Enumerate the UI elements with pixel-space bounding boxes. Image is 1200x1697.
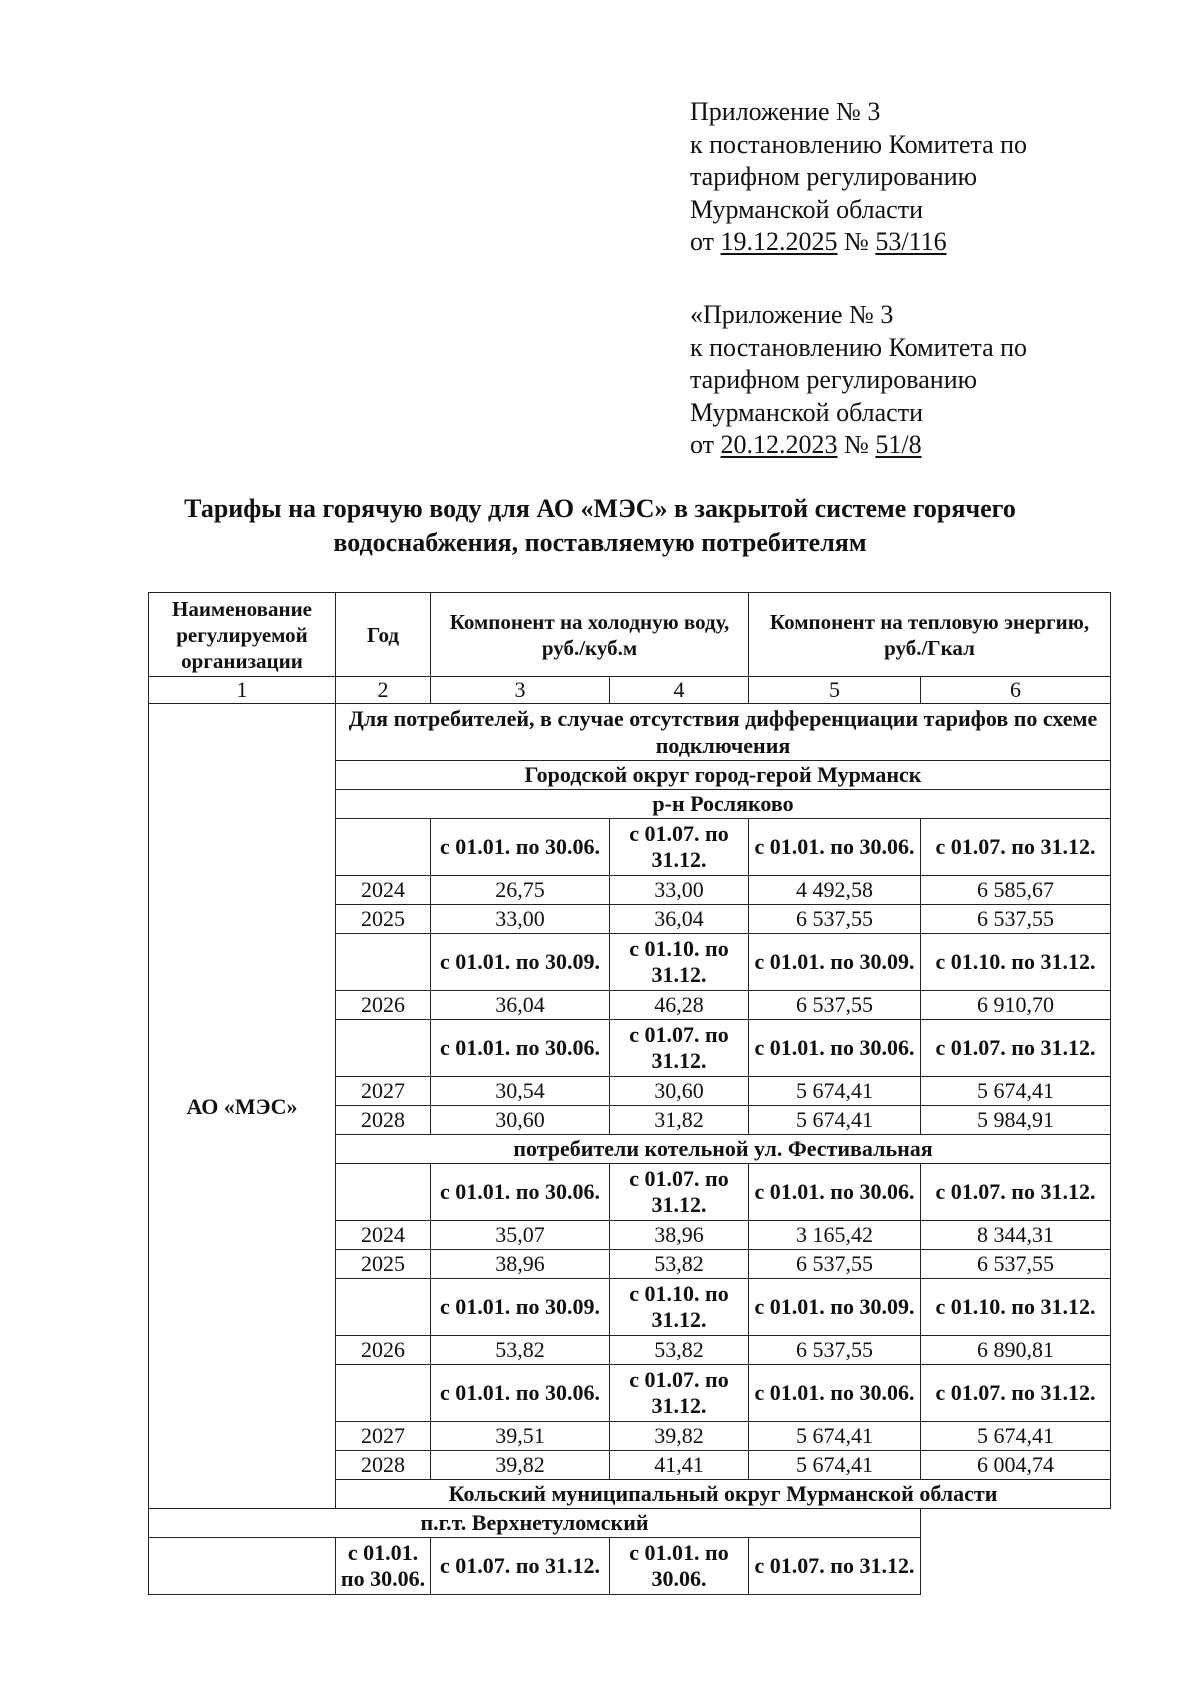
cell-value: 6 004,74: [921, 1451, 1111, 1480]
cell-year: 2025: [336, 905, 431, 934]
period-cell: с 01.10. по 31.12.: [610, 1279, 749, 1336]
period-cell: с 01.01. по 30.09.: [431, 1279, 610, 1336]
period-year-blank: [149, 1538, 336, 1595]
cell-value: 30,60: [431, 1106, 610, 1135]
annex-previous-line1: «Приложение № 3: [690, 300, 894, 329]
period-cell: с 01.01. по 30.06.: [431, 819, 610, 876]
annex-current-date: 19.12.2025: [720, 227, 838, 256]
period-row: [149, 1538, 1111, 1595]
period-cell: с 01.07. по 31.12.: [921, 1020, 1111, 1077]
cell-year: 2026: [336, 1336, 431, 1365]
period-cell: с 01.07. по 31.12.: [610, 1365, 749, 1422]
cell-value: 41,41: [610, 1451, 749, 1480]
section-consumers: Для потребителей, в случае отсутствия дифференциации тарифов по схеме подключения: [336, 704, 1111, 761]
annex-current-line1: Приложение № 3: [690, 97, 881, 126]
cell-value: 39,51: [431, 1422, 610, 1451]
cell-value: 6 537,55: [921, 1250, 1111, 1279]
period-cell: с 01.01. по 30.06.: [749, 1020, 921, 1077]
column-numbers-row: [149, 677, 1111, 704]
annex-previous-line4: Мурманской области: [690, 397, 923, 427]
cell-year: 2027: [336, 1422, 431, 1451]
cell-value: 5 674,41: [921, 1077, 1111, 1106]
annex-previous: [690, 299, 1027, 462]
tariff-table: [148, 592, 1111, 1595]
annex-current-line3: тарифном регулированию: [690, 162, 978, 191]
cell-value: 26,75: [431, 876, 610, 905]
annex-current-prefix: от: [690, 227, 715, 256]
cell-year: 2024: [336, 1221, 431, 1250]
cell-value: 3 165,42: [749, 1221, 921, 1250]
cell-value: 4 492,58: [749, 876, 921, 905]
cell-year: 2028: [336, 1451, 431, 1480]
organization-name: АО «МЭС»: [149, 704, 336, 1509]
cell-value: 46,28: [610, 991, 749, 1020]
header-row: [149, 593, 1111, 677]
period-cell: с 01.01. по 30.06.: [336, 1538, 431, 1595]
cell-value: 36,04: [431, 991, 610, 1020]
period-cell: с 01.10. по 31.12.: [921, 934, 1111, 991]
period-year-blank: [336, 1164, 431, 1221]
annex-previous-number: 51/8: [875, 430, 922, 459]
annex-previous-line3: тарифном регулированию: [690, 365, 978, 394]
district-murmansk: Городской округ город-герой Мурманск: [336, 761, 1111, 790]
cell-value: 33,00: [431, 905, 610, 934]
header-heat-component: Компонент на тепловую энергию, руб./Гкал: [749, 593, 1111, 677]
cell-value: 5 674,41: [749, 1422, 921, 1451]
annex-previous-date-line: [690, 429, 1027, 462]
period-cell: с 01.07. по 31.12.: [610, 819, 749, 876]
annex-current: [690, 96, 1027, 259]
annex-previous-line2: к постановлению Комитета по: [690, 332, 1028, 362]
cell-value: 6 537,55: [749, 1336, 921, 1365]
cell-value: 38,96: [431, 1250, 610, 1279]
cell-value: 31,82: [610, 1106, 749, 1135]
period-cell: с 01.01. по 30.06.: [431, 1020, 610, 1077]
period-cell: с 01.01. по 30.06.: [749, 819, 921, 876]
col-number: 5: [749, 677, 921, 704]
period-cell: с 01.01. по 30.09.: [749, 934, 921, 991]
annex-previous-date: 20.12.2023: [720, 430, 838, 459]
section-row: [149, 704, 1111, 761]
period-cell: с 01.01. по 30.06.: [749, 1365, 921, 1422]
header-cold-component: Компонент на холодную воду, руб./куб.м: [431, 593, 749, 677]
period-cell: с 01.01. по 30.09.: [749, 1279, 921, 1336]
cell-year: 2025: [336, 1250, 431, 1279]
cell-value: 6 585,67: [921, 876, 1111, 905]
document-title: [150, 492, 1050, 560]
annex-previous-prefix: от: [690, 430, 715, 459]
period-year-blank: [336, 1020, 431, 1077]
period-cell: с 01.07. по 31.12.: [921, 1164, 1111, 1221]
period-cell: с 01.07. по 31.12.: [921, 1365, 1111, 1422]
cell-value: 6 890,81: [921, 1336, 1111, 1365]
title-line2: водоснабжения, поставляемую потребителям: [333, 528, 867, 557]
cell-value: 53,82: [610, 1250, 749, 1279]
annex-current-no-sign: №: [844, 227, 869, 256]
cell-year: 2027: [336, 1077, 431, 1106]
cell-year: 2024: [336, 876, 431, 905]
col-number: 3: [431, 677, 610, 704]
cell-value: 6 537,55: [749, 905, 921, 934]
cell-value: 35,07: [431, 1221, 610, 1250]
cell-value: 8 344,31: [921, 1221, 1111, 1250]
area-verkhnetulomsky: п.г.т. Верхнетуломский: [149, 1509, 921, 1538]
annex-current-date-line: [690, 226, 1027, 259]
col-number: 1: [149, 677, 336, 704]
period-year-blank: [336, 1279, 431, 1336]
cell-value: 5 674,41: [749, 1077, 921, 1106]
cell-value: 30,54: [431, 1077, 610, 1106]
area-roslyakovo: р-н Росляково: [336, 790, 1111, 819]
cell-value: 53,82: [610, 1336, 749, 1365]
cell-value: 5 674,41: [749, 1106, 921, 1135]
period-year-blank: [336, 819, 431, 876]
cell-value: 36,04: [610, 905, 749, 934]
cell-value: 5 674,41: [921, 1422, 1111, 1451]
cell-year: 2028: [336, 1106, 431, 1135]
period-year-blank: [336, 1365, 431, 1422]
cell-value: 30,60: [610, 1077, 749, 1106]
period-year-blank: [336, 934, 431, 991]
cell-value: 33,00: [610, 876, 749, 905]
cell-value: 5 984,91: [921, 1106, 1111, 1135]
annex-current-line2: к постановлению Комитета по: [690, 129, 1028, 159]
period-cell: с 01.10. по 31.12.: [610, 934, 749, 991]
cell-value: 6 537,55: [921, 905, 1111, 934]
cell-value: 38,96: [610, 1221, 749, 1250]
title-line1: Тарифы на горячую воду для АО «МЭС» в закрытой системе горячего: [184, 494, 1016, 523]
cell-year: 2026: [336, 991, 431, 1020]
header-org: Наименование регулируемой организации: [149, 593, 336, 677]
cell-value: 6 910,70: [921, 991, 1111, 1020]
area-festivalnaya: потребители котельной ул. Фестивальная: [336, 1135, 1111, 1164]
period-cell: с 01.01. по 30.06.: [431, 1164, 610, 1221]
cell-value: 39,82: [431, 1451, 610, 1480]
period-cell: с 01.01. по 30.09.: [431, 934, 610, 991]
period-cell: с 01.07. по 31.12.: [610, 1164, 749, 1221]
cell-value: 39,82: [610, 1422, 749, 1451]
period-cell: с 01.01. по 30.06.: [610, 1538, 749, 1595]
cell-value: 53,82: [431, 1336, 610, 1365]
period-cell: с 01.07. по 31.12.: [921, 819, 1111, 876]
header-year: Год: [336, 593, 431, 677]
period-cell: с 01.01. по 30.06.: [431, 1365, 610, 1422]
annex-previous-no-sign: №: [844, 430, 869, 459]
period-cell: с 01.10. по 31.12.: [921, 1279, 1111, 1336]
period-cell: с 01.07. по 31.12.: [610, 1020, 749, 1077]
cell-value: 6 537,55: [749, 1250, 921, 1279]
period-cell: с 01.07. по 31.12.: [749, 1538, 921, 1595]
period-cell: с 01.07. по 31.12.: [431, 1538, 610, 1595]
col-number: 2: [336, 677, 431, 704]
annex-current-line4: Мурманской области: [690, 194, 923, 224]
period-cell: с 01.01. по 30.06.: [749, 1164, 921, 1221]
col-number: 6: [921, 677, 1111, 704]
annex-current-number: 53/116: [875, 227, 947, 256]
area-row: [149, 1509, 1111, 1538]
cell-value: 6 537,55: [749, 991, 921, 1020]
col-number: 4: [610, 677, 749, 704]
cell-value: 5 674,41: [749, 1451, 921, 1480]
district-kola: Кольский муниципальный округ Мурманской области: [336, 1480, 1111, 1509]
